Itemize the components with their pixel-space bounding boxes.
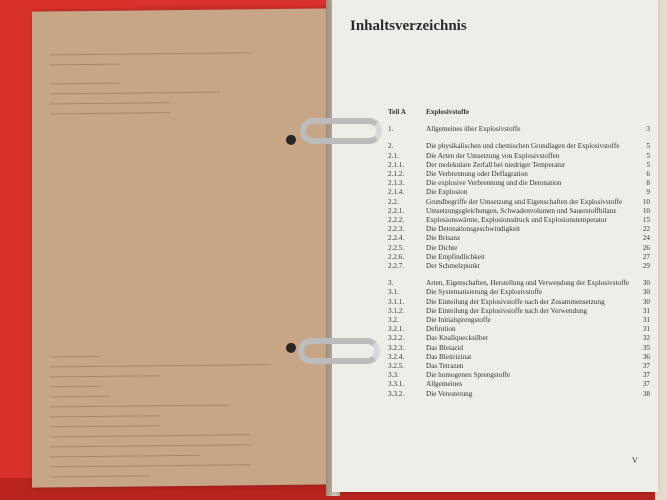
toc-entry	[388, 179, 650, 188]
toc-entry-page: 36	[642, 352, 650, 361]
toc-entry-num: 2.2.7.	[388, 262, 405, 271]
toc-entry-page: 38	[642, 389, 650, 398]
toc-entry-page: 26	[642, 243, 650, 252]
toc-entry-title: Die Einteilung der Explosivstoffe nach der Verwendung	[426, 306, 588, 315]
toc-entry-title: Grundbegriffe der Umsetzung und Eigenschaften der Explosivstoffe	[426, 197, 623, 206]
toc-entry	[388, 244, 650, 253]
toc-entry	[388, 344, 650, 353]
toc-entry-page: 30	[642, 279, 650, 288]
toc-entry-num: 3.	[388, 279, 394, 288]
fine-print-bottom	[50, 345, 280, 477]
toc-entry-num: 3.2.3.	[388, 343, 405, 352]
toc-entry-title: Umsetzungsgleichungen, Schwadenvolumen und Sauerstoffbilanz	[426, 206, 617, 215]
toc-entry-title: Die Empfindlichkeit	[426, 252, 485, 261]
toc-entry-num: 3.2.5.	[388, 362, 405, 371]
toc-section	[388, 108, 650, 117]
toc-entry	[388, 142, 650, 151]
toc-entry	[388, 125, 650, 134]
toc-entry-num: 2.1.	[388, 151, 399, 160]
toc-title: Inhaltsverzeichnis	[350, 18, 467, 34]
toc-entry-title: Arten, Eigenschaften, Herstellung und Verwendung der Explosivstoffe	[426, 279, 629, 288]
toc-entry-title: Das Knallquecksilber	[426, 334, 489, 343]
toc-entry	[388, 298, 650, 307]
toc-entry-page: 9	[646, 188, 650, 197]
toc-entry-num: 3.3.	[388, 371, 399, 380]
binder-ring-bottom	[298, 338, 380, 364]
toc-entry-num: 2.	[388, 142, 394, 151]
toc-entry-page: 32	[642, 334, 650, 343]
toc-entry-title: Die physikalischen und chemischen Grundlagen der Explosivstoffe	[426, 142, 620, 151]
toc-entry-page: 37	[642, 371, 650, 380]
toc-entry-page: 30	[642, 297, 650, 306]
toc-entry-title: Die Explosion	[426, 188, 468, 197]
section-label: Teil A	[388, 108, 406, 116]
toc-entry-page: 3	[646, 125, 650, 134]
toc-entry	[388, 225, 650, 234]
toc-entry-title: Die Verbrennung oder Deflagration	[426, 170, 528, 179]
toc-entry	[388, 362, 650, 371]
toc-entry-num: 2.2.	[388, 197, 399, 206]
toc-entry-title: Das Tetrazen	[426, 362, 464, 371]
toc-entry	[388, 279, 650, 288]
toc-entry-num: 3.2.1.	[388, 325, 405, 334]
section-title: Explosivstoffe	[426, 108, 470, 116]
toc-entry	[388, 152, 650, 161]
toc-entry-num: 2.1.4.	[388, 188, 405, 197]
toc-entry-page: 29	[642, 262, 650, 271]
toc-entry	[388, 253, 650, 262]
toc-entry-num: 2.2.2.	[388, 216, 405, 225]
toc-entry-title: Das Bleiazid	[426, 343, 463, 352]
toc-entry-page: 5	[646, 160, 650, 169]
toc-entry-title: Die Systematisierung der Explosivstoffe	[426, 288, 543, 297]
toc-entry-page: 22	[642, 225, 650, 234]
toc-entry-num: 2.1.3.	[388, 179, 405, 188]
toc-entry-title: Die Arten der Umsetzung von Explosivstoffen	[426, 151, 560, 160]
toc-entry-title: Die Veresterung	[426, 389, 473, 398]
toc-entry-num: 1.	[388, 125, 394, 134]
toc-entry-title: Explosionswärme, Explosionsdruck und Explosionstemperatur	[426, 216, 607, 225]
toc-entry-num: 3.1.2.	[388, 306, 405, 315]
toc-entry-title: Die Detonationsgeschwindigkeit	[426, 225, 521, 234]
toc-entry-page: 8	[646, 179, 650, 188]
toc-entry-num: 3.2.4.	[388, 352, 405, 361]
toc-entry	[388, 307, 650, 316]
toc-entry-num: 2.2.1.	[388, 206, 405, 215]
toc-entry-page: 37	[642, 380, 650, 389]
toc-entry	[388, 316, 650, 325]
toc-entry-page: 15	[642, 216, 650, 225]
toc-entry	[388, 334, 650, 343]
toc-entry-page: 10	[642, 197, 650, 206]
toc-entry-num: 3.1.	[388, 288, 399, 297]
toc-entry	[388, 216, 650, 225]
toc-entry-title: Die Initialsprengstoffe	[426, 316, 491, 325]
toc-entry	[388, 380, 650, 389]
toc-entry	[388, 198, 650, 207]
toc-entry-page: 31	[642, 325, 650, 334]
toc-entry-num: 2.2.4.	[388, 234, 405, 243]
hole-top	[286, 135, 296, 145]
toc-entry-title: Der molekulare Zerfall bei niedriger Temperatur	[426, 160, 566, 169]
toc-entry-num: 2.2.6.	[388, 252, 405, 261]
toc-entry-title: Die Dichte	[426, 243, 458, 252]
fine-print-top	[50, 43, 270, 114]
toc-entry	[388, 353, 650, 362]
page-number: V	[632, 456, 638, 465]
toc-entry-page: 5	[646, 151, 650, 160]
toc-entry	[388, 262, 650, 271]
toc-entry-title: Das Bleitrizinat	[426, 352, 472, 361]
toc-entry-title: Die homogenen Sprengstoffe	[426, 371, 511, 380]
toc-entry	[388, 390, 650, 399]
toc-entry-title: Die Einteilung der Explosivstoffe nach der Zusammensetzung	[426, 297, 605, 306]
toc-entry	[388, 170, 650, 179]
toc-entry-page: 5	[646, 142, 650, 151]
toc-entry-page: 27	[642, 252, 650, 261]
toc-entry-num: 2.2.5.	[388, 243, 405, 252]
hole-bottom	[286, 343, 296, 353]
binder-ring-top	[300, 118, 382, 144]
toc-entry	[388, 207, 650, 216]
left-page	[32, 8, 332, 487]
toc-entry-page: 10	[642, 206, 650, 215]
toc-entry-num: 3.1.1.	[388, 297, 405, 306]
toc-entry-page: 30	[642, 288, 650, 297]
toc-entry-title: Definition	[426, 325, 456, 334]
toc-entry-page: 31	[642, 316, 650, 325]
toc-entry-page: 37	[642, 362, 650, 371]
toc-entry-title: Die Brisanz	[426, 234, 461, 243]
toc-entry-num: 3.2.2.	[388, 334, 405, 343]
toc-entry-page: 31	[642, 306, 650, 315]
toc-entry-num: 2.1.1.	[388, 160, 405, 169]
toc-entry-num: 3.2.	[388, 316, 399, 325]
toc-entry	[388, 234, 650, 243]
toc-entry-num: 2.2.3.	[388, 225, 405, 234]
toc-entry-page: 35	[642, 343, 650, 352]
toc-entry-num: 3.3.2.	[388, 389, 405, 398]
toc-entry-page: 6	[646, 170, 650, 179]
toc-entry	[388, 288, 650, 297]
toc-entry	[388, 188, 650, 197]
toc-entry-num: 2.1.2.	[388, 170, 405, 179]
toc-entry-title: Allgemeines	[426, 380, 463, 389]
toc-entry-title: Die explosive Verbrennung und die Detonation	[426, 179, 562, 188]
toc-entry-page: 24	[642, 234, 650, 243]
toc-entry	[388, 161, 650, 170]
toc-entry	[388, 325, 650, 334]
toc-entry-title: Allgemeines über Explosivstoffe	[426, 125, 521, 134]
toc-entry-title: Der Schmelzpunkt	[426, 262, 480, 271]
toc-entry-num: 3.3.1.	[388, 380, 405, 389]
toc	[388, 108, 650, 399]
toc-entry	[388, 371, 650, 380]
